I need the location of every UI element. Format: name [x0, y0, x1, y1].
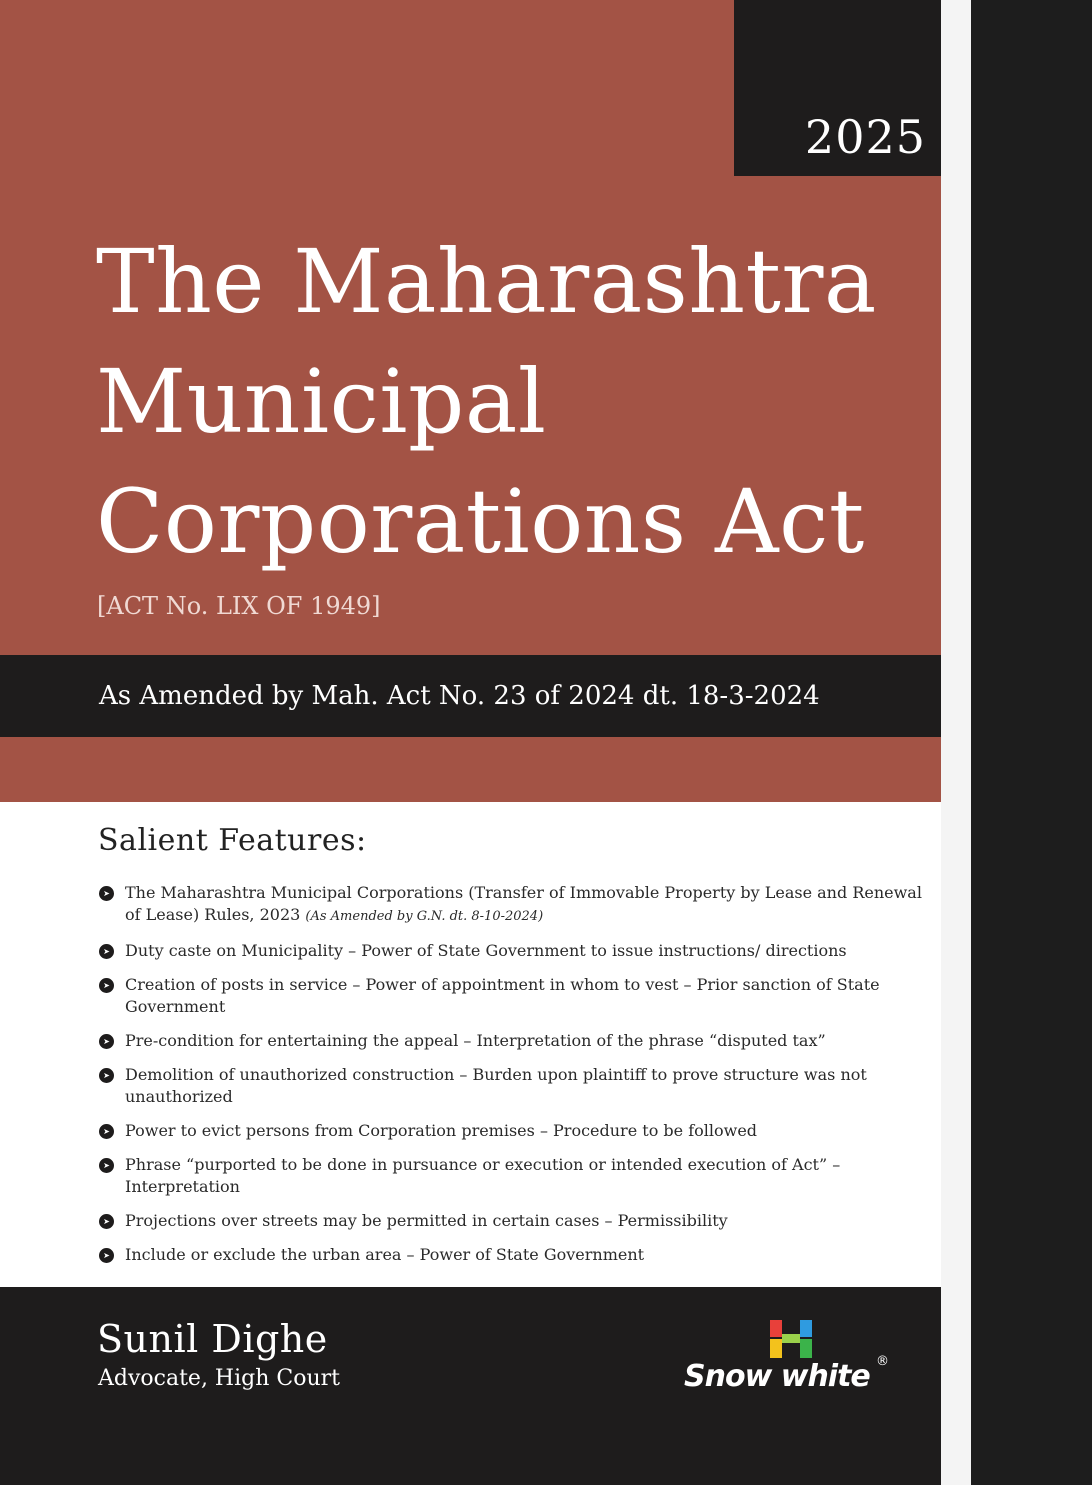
- feature-item: [99, 1154, 941, 1198]
- feature-item: [99, 1030, 941, 1052]
- right-arrow-circle-icon: ➤: [99, 1158, 114, 1173]
- feature-text: The Maharashtra Municipal Corporations (Transfer of Immovable Property by Lease and Renewal of Lease) Rules, 2023: [125, 883, 922, 924]
- book-title: [96, 222, 926, 582]
- feature-text: Include or exclude the urban area – Power of State Government: [125, 1245, 645, 1264]
- feature-text: Projections over streets may be permitted in certain cases – Permissibility: [125, 1211, 728, 1230]
- right-arrow-circle-icon: ➤: [99, 1124, 114, 1139]
- publisher-logo-text: Snow white: [684, 1359, 870, 1394]
- right-arrow-circle-icon: ➤: [99, 886, 114, 901]
- feature-item: [99, 1210, 941, 1232]
- right-arrow-circle-icon: ➤: [99, 1214, 114, 1229]
- features-list: [99, 882, 941, 1278]
- author-name: Sunil Dighe: [97, 1317, 328, 1361]
- feature-item: [99, 1064, 941, 1108]
- right-arrow-circle-icon: ➤: [99, 1068, 114, 1083]
- registered-mark: ®: [876, 1354, 889, 1369]
- right-arrow-circle-icon: ➤: [99, 944, 114, 959]
- author-designation: Advocate, High Court: [98, 1366, 340, 1391]
- book-spine: [971, 0, 1092, 1485]
- feature-text: Creation of posts in service – Power of appointment in whom to vest – Prior sanction of State Government: [125, 975, 880, 1016]
- feature-text: Power to evict persons from Corporation premises – Procedure to be followed: [125, 1121, 758, 1140]
- feature-item: [99, 1244, 941, 1266]
- feature-item: [99, 974, 941, 1018]
- features-heading: Salient Features:: [98, 823, 367, 858]
- spine-gap: [941, 0, 971, 1485]
- snow-white-h-logo-icon: [768, 1318, 814, 1360]
- feature-text: Duty caste on Municipality – Power of State Government to issue instructions/ directions: [125, 941, 847, 960]
- edition-year: 2025: [804, 110, 926, 164]
- feature-text: Demolition of unauthorized construction – Burden upon plaintiff to prove structure was not unauthorized: [125, 1065, 867, 1106]
- right-arrow-circle-icon: ➤: [99, 978, 114, 993]
- right-arrow-circle-icon: ➤: [99, 1034, 114, 1049]
- feature-item: [99, 1120, 941, 1142]
- feature-text: Phrase “purported to be done in pursuance or execution or intended execution of Act” – Interpretation: [125, 1155, 841, 1196]
- feature-text: Pre-condition for entertaining the appeal – Interpretation of the phrase “disputed tax”: [125, 1031, 826, 1050]
- act-number: [ACT No. LIX OF 1949]: [97, 592, 381, 620]
- feature-note: (As Amended by G.N. dt. 8-10-2024): [305, 909, 544, 924]
- amendment-text: As Amended by Mah. Act No. 23 of 2024 dt. 18-3-2024: [99, 681, 820, 711]
- feature-item: [99, 940, 941, 962]
- title-line: The Maharashtra: [96, 230, 877, 333]
- right-arrow-circle-icon: ➤: [99, 1248, 114, 1263]
- feature-item: [99, 882, 941, 928]
- title-line: Corporations Act: [96, 470, 865, 573]
- title-line: Municipal: [96, 350, 547, 453]
